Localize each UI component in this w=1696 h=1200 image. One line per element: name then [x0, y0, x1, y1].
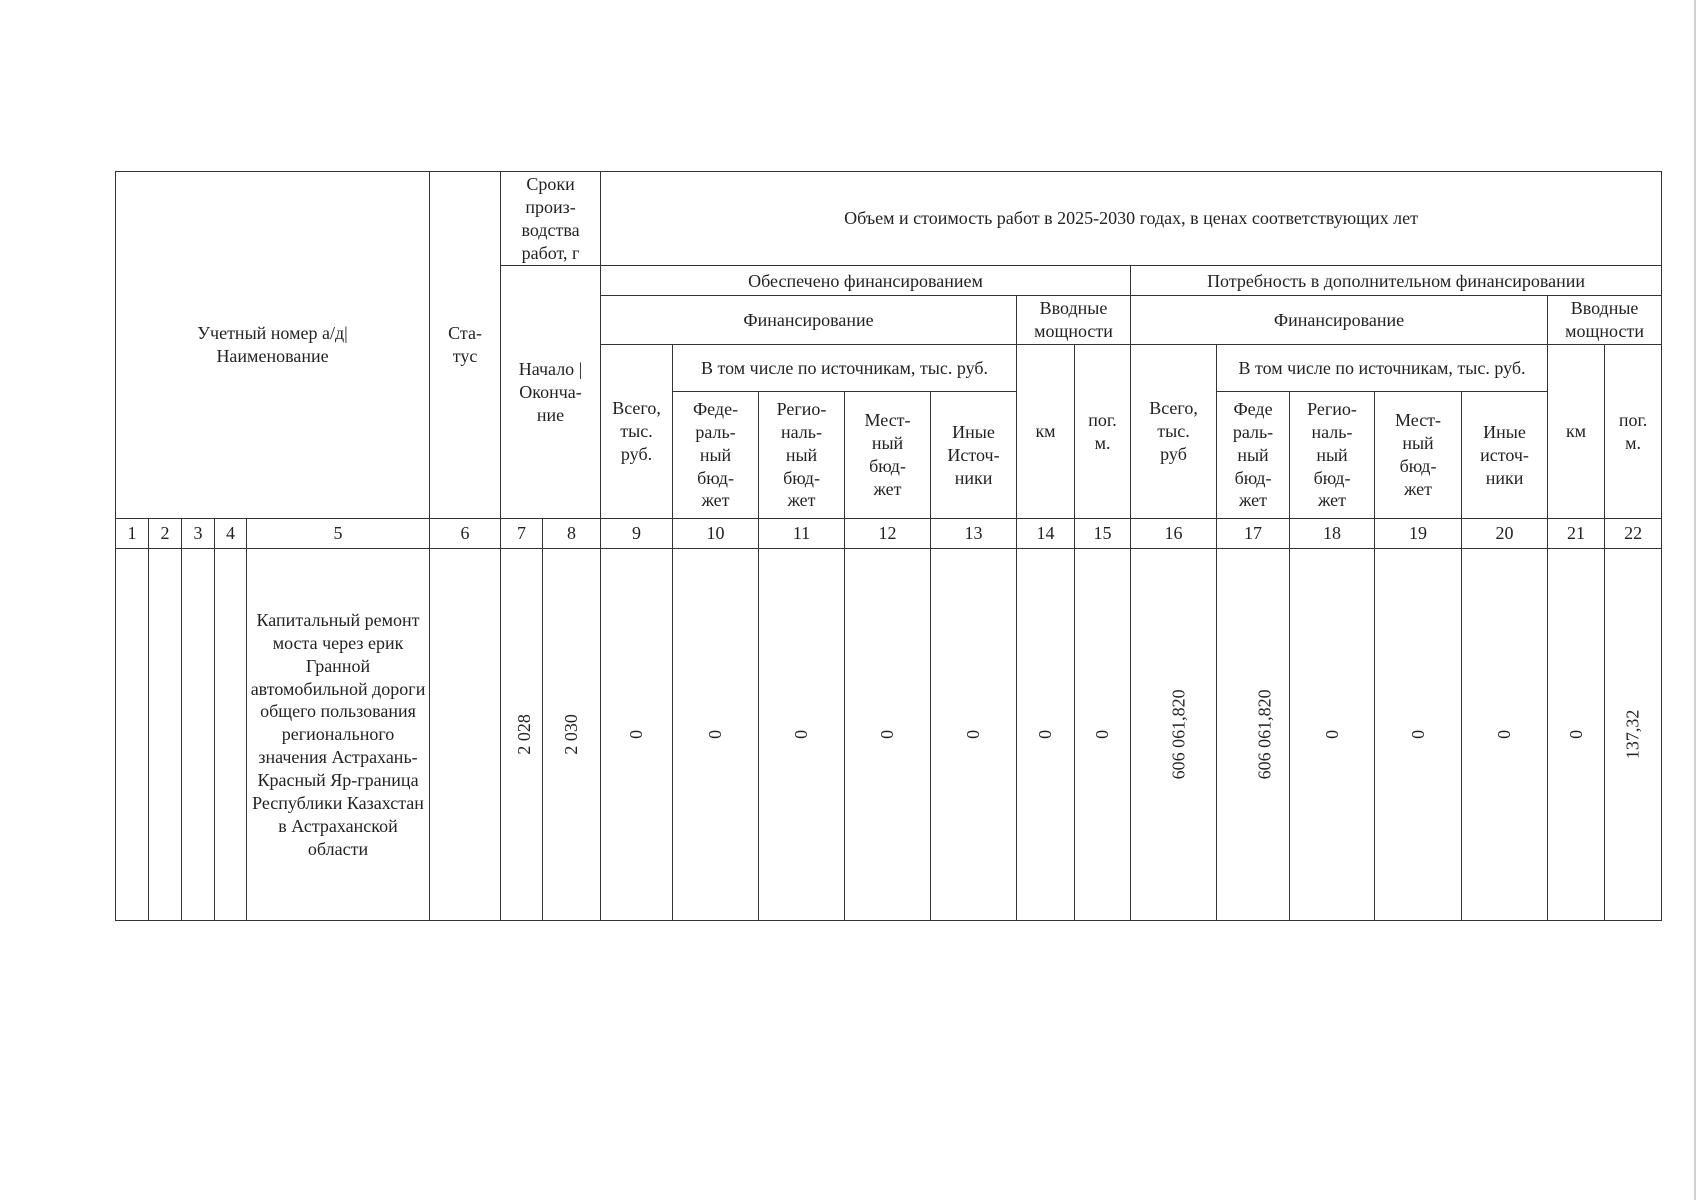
- federal-header-secured: Феде- раль- ный бюд- жет: [673, 392, 759, 519]
- volume-header: Объем и стоимость работ в 2025-2030 годах, в ценах соответствующих лет: [601, 172, 1662, 266]
- column-number: 7: [501, 519, 543, 549]
- cell-col3: [182, 549, 215, 921]
- federal-secured-value: 0: [705, 730, 726, 740]
- local-header-secured: Мест- ный бюд- жет: [845, 392, 931, 519]
- additional-financing-header: Потребность в дополнительном финансировании: [1131, 266, 1662, 296]
- pog-secured-cell: [1075, 549, 1131, 921]
- other-secured-value: 0: [963, 730, 984, 740]
- other-header-need: Иные источ- ники: [1462, 392, 1548, 519]
- regional-need-cell: [1290, 549, 1375, 921]
- km-need-value: 0: [1565, 730, 1586, 740]
- total-header-need: Всего, тыс. руб: [1131, 345, 1217, 519]
- financing-header-need: Финансирование: [1131, 296, 1548, 345]
- secured-financing-header: Обеспечено финансированием: [601, 266, 1131, 296]
- regional-header-secured: Регио- наль- ный бюд- жет: [759, 392, 845, 519]
- terms-header: Сроки произ- водства работ, г: [501, 172, 601, 266]
- km-header-secured: км: [1017, 345, 1075, 519]
- km-header-need: км: [1548, 345, 1605, 519]
- column-number: 8: [543, 519, 601, 549]
- column-number: 2: [149, 519, 182, 549]
- regional-secured-cell: [759, 549, 845, 921]
- column-number: 18: [1290, 519, 1375, 549]
- total-secured-value: 0: [626, 730, 647, 740]
- end-year-value: 2 030: [561, 714, 582, 755]
- financing-header-secured: Финансирование: [601, 296, 1017, 345]
- column-number: 4: [215, 519, 247, 549]
- sources-header-secured: В том числе по источникам, тыс. руб.: [673, 345, 1017, 392]
- column-number: 21: [1548, 519, 1605, 549]
- federal-secured-cell: [673, 549, 759, 921]
- federal-need-cell: [1217, 549, 1290, 921]
- cell-col2: [149, 549, 182, 921]
- federal-need-value: 606 061,820: [1254, 689, 1275, 780]
- total-header-secured: Всего, тыс. руб.: [601, 345, 673, 519]
- column-number: 1: [116, 519, 149, 549]
- cell-col1: [116, 549, 149, 921]
- column-number: 16: [1131, 519, 1217, 549]
- cell-col4: [215, 549, 247, 921]
- local-secured-cell: [845, 549, 931, 921]
- account-name-header: Учетный номер а/д| Наименование: [116, 172, 430, 519]
- road-works-table: [115, 171, 1662, 921]
- status-header: Ста- тус: [430, 172, 501, 519]
- km-secured-cell: [1017, 549, 1075, 921]
- total-need-value: 606 061,820: [1168, 689, 1189, 780]
- column-number: 20: [1462, 519, 1548, 549]
- table-row: [116, 549, 1662, 921]
- column-number: 13: [931, 519, 1017, 549]
- end-year-cell: [543, 549, 601, 921]
- pog-header-secured: пог. м.: [1075, 345, 1131, 519]
- start-year-value: 2 028: [513, 714, 534, 755]
- total-secured-cell: [601, 549, 673, 921]
- other-need-value: 0: [1494, 730, 1515, 740]
- column-number: 12: [845, 519, 931, 549]
- column-number: 9: [601, 519, 673, 549]
- other-secured-cell: [931, 549, 1017, 921]
- local-header-need: Мест- ный бюд- жет: [1375, 392, 1462, 519]
- column-number: 15: [1075, 519, 1131, 549]
- other-need-cell: [1462, 549, 1548, 921]
- object-name-cell: Капитальный ремонт моста через ерик Гранной автомобильной дороги общего пользования регионального значения Астрахань-Красный Яр-граница Республики Казахстан в Астраханской области: [247, 549, 430, 921]
- column-number: 5: [247, 519, 430, 549]
- local-secured-value: 0: [877, 730, 898, 740]
- column-number: 6: [430, 519, 501, 549]
- regional-secured-value: 0: [791, 730, 812, 740]
- column-number: 17: [1217, 519, 1290, 549]
- km-need-cell: [1548, 549, 1605, 921]
- capacity-header-secured: Вводные мощности: [1017, 296, 1131, 345]
- column-number: 19: [1375, 519, 1462, 549]
- capacity-header-need: Вводные мощности: [1548, 296, 1662, 345]
- other-header-secured: Иные Источ- ники: [931, 392, 1017, 519]
- total-need-cell: [1131, 549, 1217, 921]
- local-need-cell: [1375, 549, 1462, 921]
- local-need-value: 0: [1407, 730, 1428, 740]
- pog-need-cell: [1605, 549, 1662, 921]
- start-end-header: Начало | Оконча- ние: [501, 266, 601, 519]
- column-number: 3: [182, 519, 215, 549]
- regional-need-value: 0: [1321, 730, 1342, 740]
- pog-need-value: 137,32: [1622, 709, 1643, 760]
- pog-secured-value: 0: [1092, 730, 1113, 740]
- column-number: 10: [673, 519, 759, 549]
- column-number: 22: [1605, 519, 1662, 549]
- pog-header-need: пог. м.: [1605, 345, 1662, 519]
- federal-header-need: Феде раль- ный бюд- жет: [1217, 392, 1290, 519]
- sources-header-need: В том числе по источникам, тыс. руб.: [1217, 345, 1548, 392]
- km-secured-value: 0: [1035, 730, 1056, 740]
- column-number: 11: [759, 519, 845, 549]
- status-cell: [430, 549, 501, 921]
- regional-header-need: Регио- наль- ный бюд- жет: [1290, 392, 1375, 519]
- column-number: 14: [1017, 519, 1075, 549]
- start-year-cell: [501, 549, 543, 921]
